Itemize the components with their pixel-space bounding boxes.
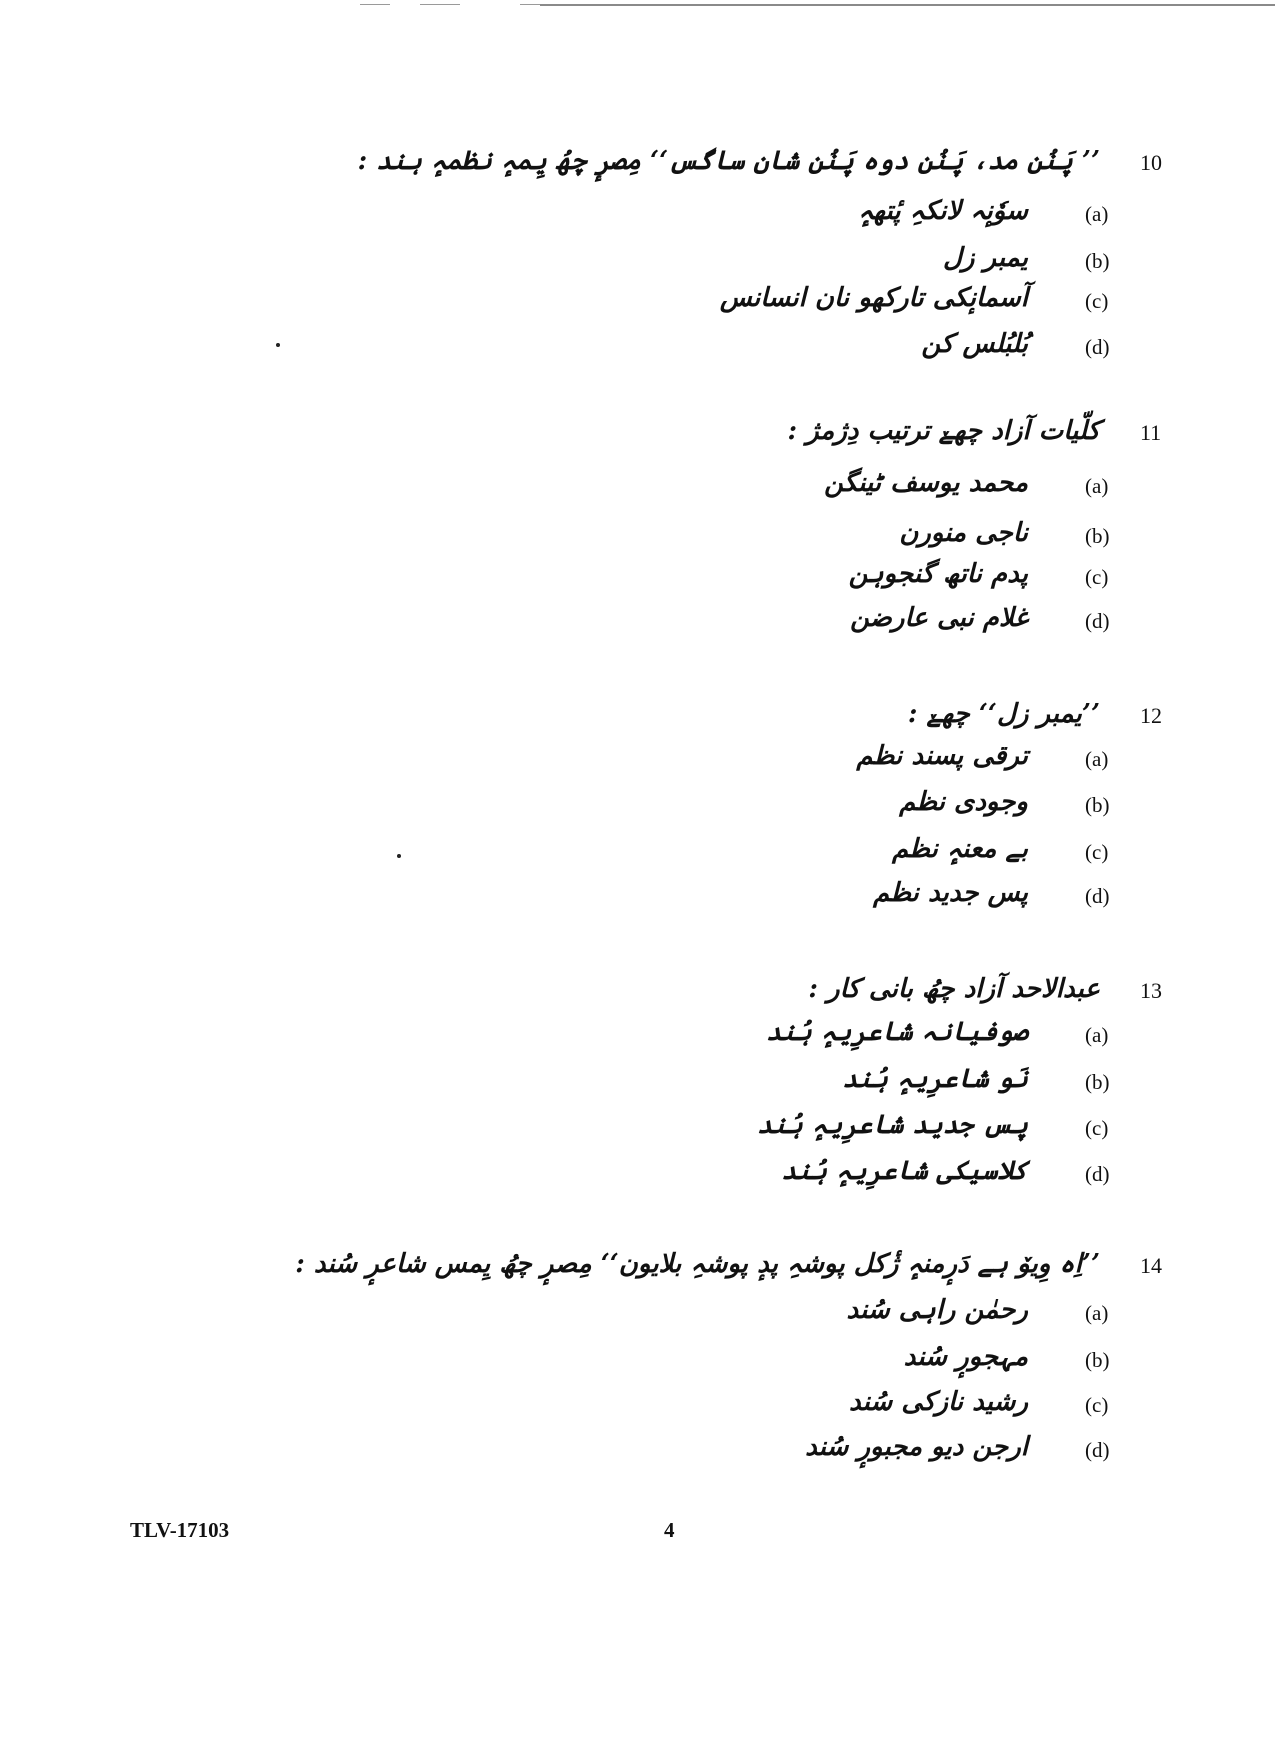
scan-edge-line (420, 4, 460, 5)
option-label: (a) (1085, 747, 1109, 771)
question-number: 12 (1140, 703, 1162, 728)
question-text: ’’ پَنُن مد، پَنُن دوہ پَنُن شان ساگس‘‘ مِصرٕ چھُ یِمہٕ نظمہٕ ہند : (357, 146, 1100, 176)
option-text: پس جدید نظم (873, 878, 1028, 908)
option-label: (b) (1085, 524, 1110, 548)
option-12-c (0, 834, 1275, 878)
option-13-a (0, 1017, 1275, 1061)
option-text: ارجن دیو مجبورٕ سُند (805, 1432, 1028, 1462)
option-label: (b) (1085, 793, 1110, 817)
question-number: 14 (1140, 1253, 1162, 1278)
option-14-b (0, 1342, 1275, 1386)
question-text: کلّیات آزاد چھےٚ ترتیب دِژمژ : (787, 416, 1100, 446)
scan-edge-line (540, 4, 1275, 6)
option-10-b (0, 243, 1275, 287)
option-label: (d) (1085, 884, 1110, 908)
option-label: (c) (1085, 565, 1109, 589)
option-label: (d) (1085, 1162, 1110, 1186)
option-label: (d) (1085, 335, 1110, 359)
question-text: ’’یمبر زل‘‘ چھےٚ : (907, 699, 1100, 729)
option-11-a (0, 468, 1275, 512)
option-12-d (0, 878, 1275, 922)
option-label: (d) (1085, 1438, 1110, 1462)
option-10-a (0, 196, 1275, 240)
option-text: بُلبُلس کن (921, 329, 1028, 359)
option-12-b (0, 787, 1275, 831)
option-text: پس جدید شاعرِیہٕ ہُند (757, 1110, 1028, 1140)
option-14-d (0, 1432, 1275, 1476)
option-text: مہجورٕ سُند (903, 1342, 1028, 1372)
question-number: 10 (1140, 150, 1162, 175)
option-text: رحمٰن راہی سُند (846, 1295, 1028, 1325)
option-10-d (0, 329, 1275, 373)
option-text: کلاسیکی شاعرِیہٕ ہُند (781, 1156, 1028, 1186)
option-text: یمبر زل (943, 243, 1028, 273)
option-text: محمد یوسف ٹینگن (824, 468, 1028, 498)
option-14-c (0, 1387, 1275, 1431)
option-label: (c) (1085, 1116, 1109, 1140)
option-text: بے معنہٕ نظم (892, 834, 1028, 864)
option-label: (c) (1085, 289, 1109, 313)
option-13-b (0, 1064, 1275, 1108)
option-14-a (0, 1295, 1275, 1339)
option-label: (d) (1085, 609, 1110, 633)
option-11-b (0, 518, 1275, 562)
option-text: نَو شاعرِیہٕ ہُند (842, 1064, 1028, 1094)
question-number: 13 (1140, 978, 1162, 1003)
option-label: (a) (1085, 1301, 1109, 1325)
option-text: رشید نازکی سُند (849, 1387, 1028, 1417)
option-label: (a) (1085, 1023, 1109, 1047)
page-number: 4 (664, 1518, 675, 1542)
option-11-c (0, 559, 1275, 603)
option-label: (c) (1085, 840, 1109, 864)
option-text: وجودی نظم (899, 787, 1028, 817)
scan-edge-line (360, 4, 390, 5)
question-number: 11 (1140, 420, 1162, 445)
option-text: صوفیانہ شاعرِیہٕ ہُند (766, 1017, 1028, 1047)
option-text: غلام نبی عارضن (850, 603, 1028, 633)
option-text: پدم ناتھ گنجوہن (848, 559, 1028, 589)
option-text: آسمانٕکی تارکھو نان انسانس (719, 283, 1028, 313)
option-text: ترقی پسند نظم (856, 741, 1028, 771)
option-11-d (0, 603, 1275, 647)
option-text: ناجی منورن (899, 518, 1028, 548)
option-text: سوٗنٕہ لانکہِ پٔتھہٕ (858, 196, 1028, 226)
option-10-c (0, 283, 1275, 327)
option-label: (b) (1085, 249, 1110, 273)
question-text: ’’اِہ وِیوٚ ہے دَرٕمنہٕ ژٔکل پوشہِ پدٕ پوشہِ بلایون‘‘ مِصرٕ چھُ یِمس شاعرٕ سُند : (295, 1249, 1100, 1279)
question-text: عبدالاحد آزاد چھُ بانی کار : (808, 974, 1100, 1004)
option-label: (a) (1085, 474, 1109, 498)
option-13-c (0, 1110, 1275, 1154)
option-12-a (0, 741, 1275, 785)
option-label: (b) (1085, 1070, 1110, 1094)
paper-code: TLV-17103 (130, 1518, 230, 1542)
option-13-d (0, 1156, 1275, 1200)
option-label: (a) (1085, 202, 1109, 226)
option-label: (c) (1085, 1393, 1109, 1417)
option-label: (b) (1085, 1348, 1110, 1372)
